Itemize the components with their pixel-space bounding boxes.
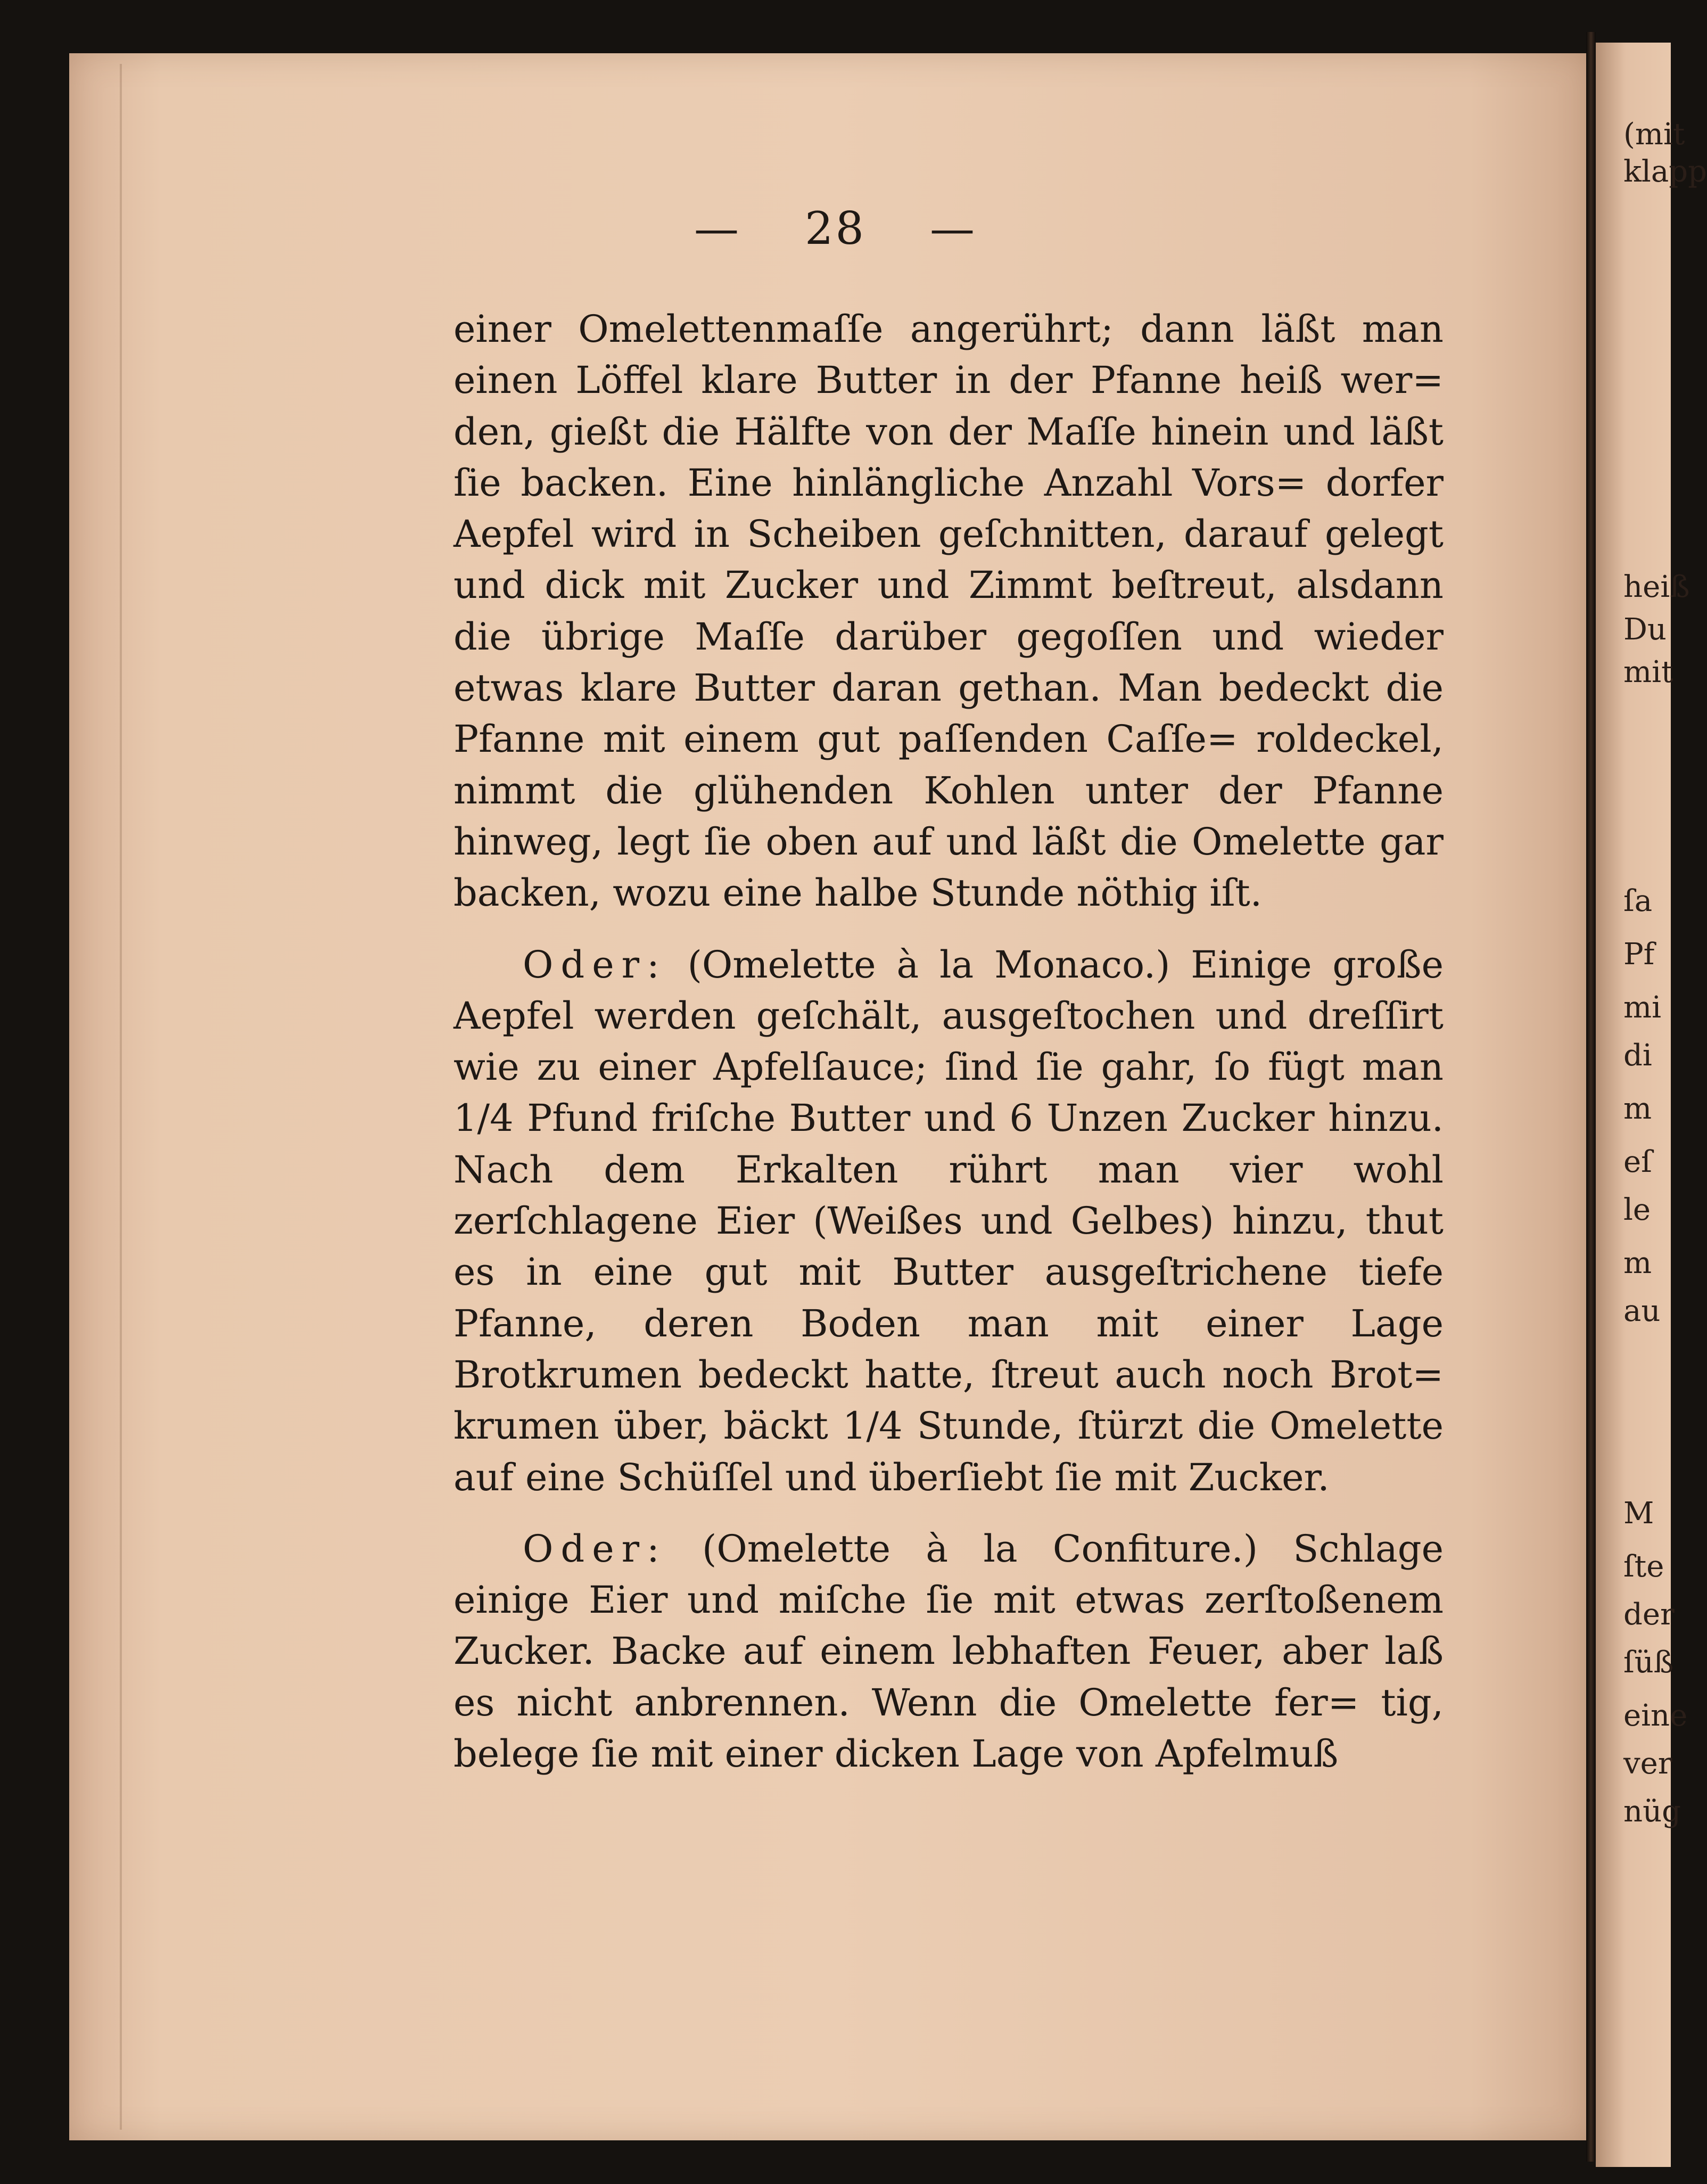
next-page-fragment: di xyxy=(1623,1038,1652,1073)
page-number xyxy=(0,202,1671,254)
page-number-value: 28 xyxy=(805,202,866,254)
next-page-fragment: eine xyxy=(1623,1698,1688,1733)
next-page-fragment: ſüß xyxy=(1623,1645,1674,1680)
next-page-fragment: m xyxy=(1623,1246,1652,1280)
paragraph xyxy=(453,1523,1444,1779)
next-page-fragment: heiß xyxy=(1623,570,1690,604)
next-page-fragment: Du xyxy=(1623,612,1667,647)
next-page-fragment: ſte xyxy=(1623,1549,1664,1584)
next-page-fragment: (mit xyxy=(1623,117,1685,152)
right-page-edge xyxy=(1596,43,1707,2167)
next-page-fragment: eſ xyxy=(1623,1145,1652,1179)
body-text xyxy=(453,303,1444,1779)
paragraph xyxy=(453,939,1444,1503)
paragraph xyxy=(453,303,1444,919)
next-page-fragment: mi xyxy=(1623,990,1662,1025)
next-page-fragment: Pf xyxy=(1623,937,1655,972)
next-page-fragment: ſa xyxy=(1623,884,1653,918)
book-gutter xyxy=(1586,32,1596,2162)
next-page-fragment: ver xyxy=(1623,1746,1672,1781)
paragraph-lead: Oder: xyxy=(523,1526,667,1571)
next-page-fragment: klapp xyxy=(1623,154,1707,189)
next-page-fragment: M xyxy=(1623,1496,1654,1531)
paragraph-text: einer Omelettenmaſſe angerührt; dann läßt man einen Löffel klare Butter in der Pfanne heiß wer= den, gießt die Hälfte von der Maſſe hinein und läßt ſie backen. Eine hinlängliche Anzahl Vors= dorfer Aepfel wird in Scheiben geſchnitten, darauf gelegt und dick mit Zucker und Zimmt beſtreut, alsdann die übrige Maſſe darüber gegoſſen und wieder etwas klare Butter daran gethan. Man bedeckt die Pfanne mit einem gut paſſenden Caſſe= roldeckel, nimmt die glühenden Kohlen unter der Pfanne hinweg, legt ſie oben auf und läßt die Omelette gar backen, wozu eine halbe Stunde nöthig iſt. xyxy=(453,307,1444,915)
paragraph-lead: Oder: xyxy=(523,942,667,987)
next-page-fragment: der xyxy=(1623,1597,1675,1632)
next-page-fragment: le xyxy=(1623,1193,1651,1227)
paragraph-text: (Omelette à la Monaco.) Einige große Aepfel werden geſchält, ausgeſtochen und dreſſirt wie zu einer Apfelſauce; ſind ſie gahr, ſo fügt man 1/4 Pfund friſche Butter und 6 Unzen Zucker hinzu. Nach dem Erkalten rührt man vier wohl zerſchlagene Eier (Weißes und Gelbes) hinzu, thut es in eine gut mit Butter ausgeſtrichene tiefe Pfanne, deren Boden man mit einer Lage Brotkrumen bedeckt hatte, ſtreut auch noch Brot= krumen über, bäckt 1/4 Stunde, ſtürzt die Omelette auf eine Schüſſel und überſiebt ſie mit Zucker. xyxy=(453,942,1444,1499)
next-page-fragment: nüg xyxy=(1623,1794,1681,1829)
next-page-fragment: m xyxy=(1623,1091,1652,1126)
page-number-dash-right: — xyxy=(929,202,977,254)
next-page-fragment: mit xyxy=(1623,655,1673,689)
page-number-dash-left: — xyxy=(694,202,741,254)
next-page-fragment: au xyxy=(1623,1294,1661,1328)
paragraph-text: (Omelette à la Confiture.) Schlage einige Eier und miſche ſie mit etwas zerſtoßenem Zucker. Backe auf einem lebhaften Feuer, aber laß es nicht anbrennen. Wenn die Omelette fer= tig, belege ſie mit einer dicken Lage von Apfelmuß xyxy=(453,1526,1444,1776)
